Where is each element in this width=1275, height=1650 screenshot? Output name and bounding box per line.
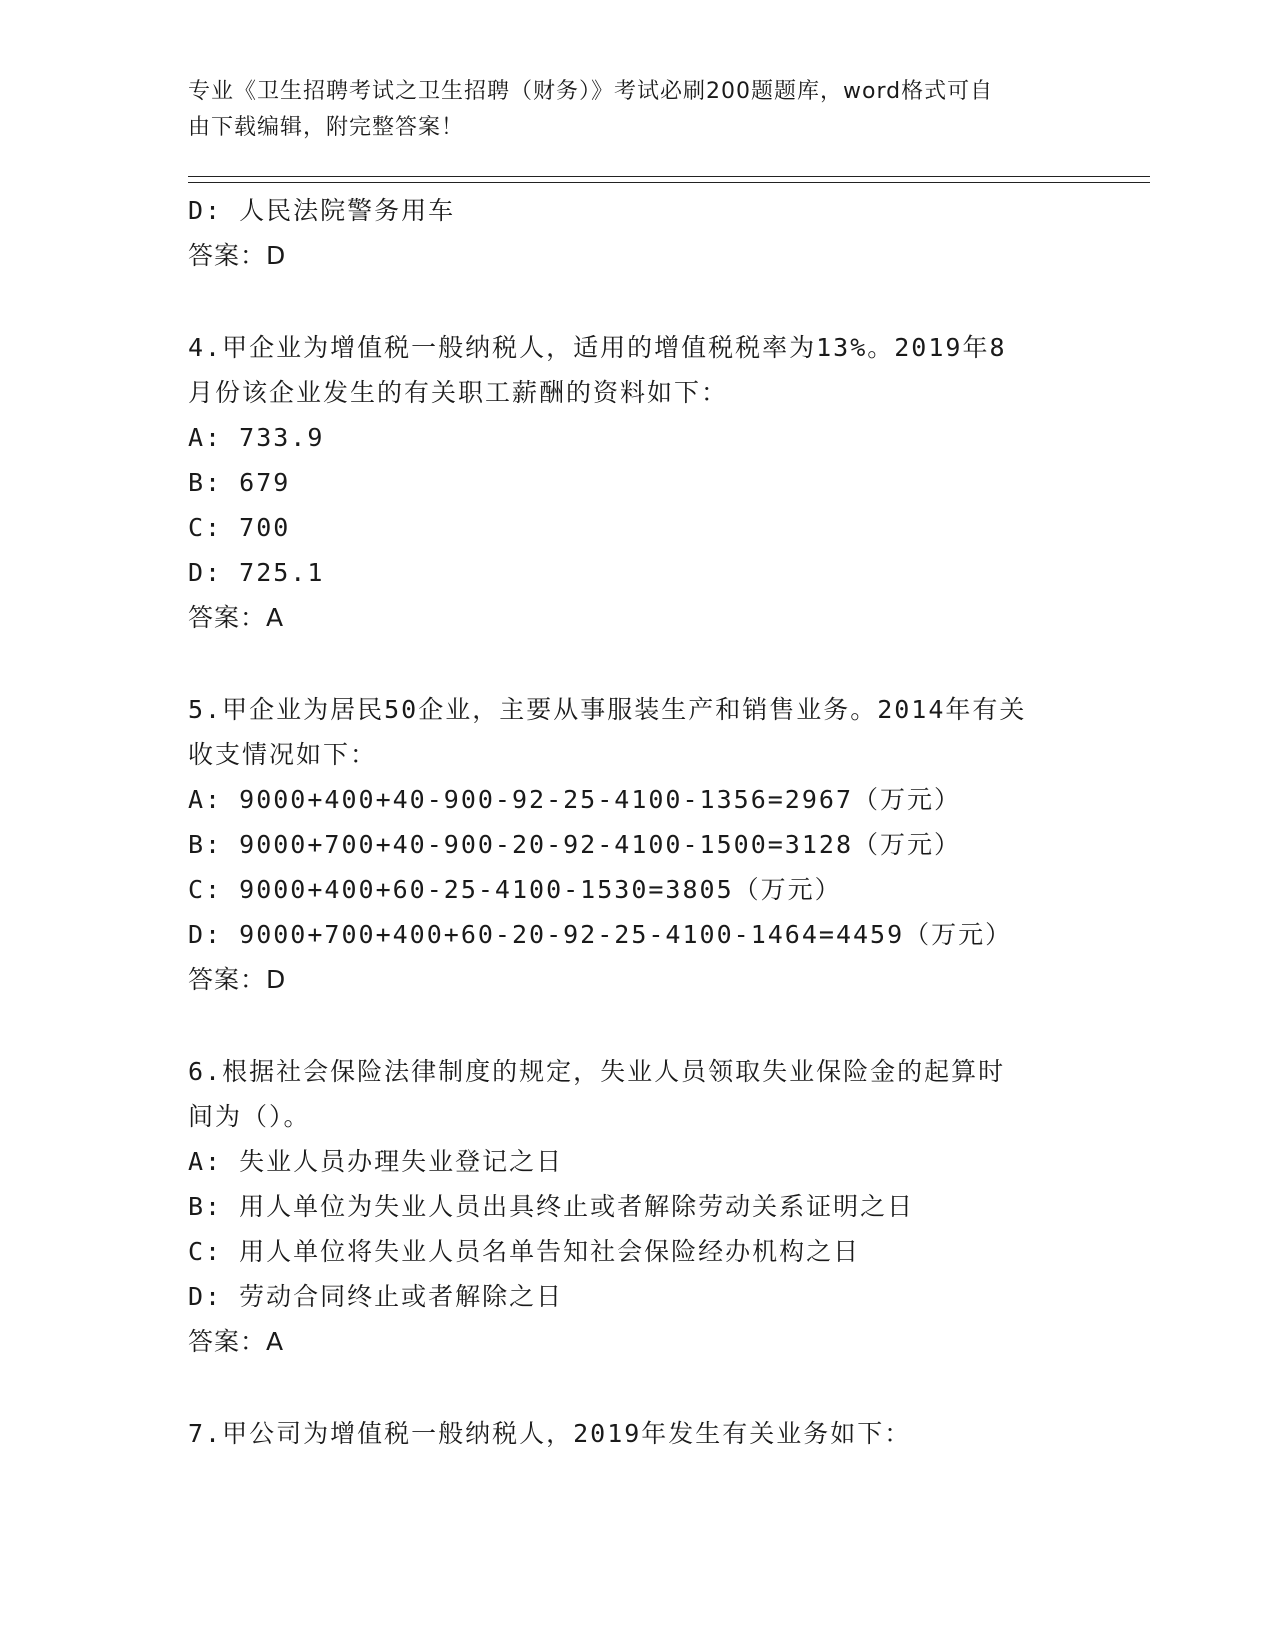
prev-option-d: D: 人民法院警务用车	[188, 196, 456, 225]
q4-stem-line-2: 月份该企业发生的有关职工薪酬的资料如下：	[188, 378, 729, 407]
q6-option-a: A: 失业人员办理失业登记之日	[188, 1147, 564, 1176]
q4-answer: 答案：A	[188, 603, 285, 632]
q6-answer: 答案：A	[188, 1327, 285, 1356]
q5-stem-line-1: 5.甲企业为居民50企业，主要从事服装生产和销售业务。2014年有关	[188, 695, 1027, 724]
q5-answer: 答案：D	[188, 965, 287, 994]
question-5	[188, 687, 1088, 1002]
q4-option-a: A: 733.9	[188, 423, 325, 452]
q4-option-c: C: 700	[188, 513, 291, 542]
header-rule-top	[188, 176, 1150, 177]
q6-stem-line-1: 6.根据社会保险法律制度的规定，失业人员领取失业保险金的起算时	[188, 1057, 1006, 1086]
q6-stem-line-2: 间为（）。	[188, 1102, 311, 1131]
question-content	[188, 188, 1088, 1456]
q5-option-b: B: 9000+700+40-900-20-92-4100-1500=3128（万元）	[188, 830, 961, 859]
document-header	[188, 74, 1068, 146]
q5-stem-line-2: 收支情况如下：	[188, 740, 378, 769]
header-rule-bottom	[188, 182, 1150, 183]
q6-option-c: C: 用人单位将失业人员名单告知社会保险经办机构之日	[188, 1237, 861, 1266]
q7-stem-line-1: 7.甲公司为增值税一般纳税人，2019年发生有关业务如下：	[188, 1419, 912, 1448]
q4-option-b: B: 679	[188, 468, 291, 497]
question-6	[188, 1049, 1088, 1364]
question-4	[188, 325, 1088, 640]
q4-option-d: D: 725.1	[188, 558, 325, 587]
q5-option-c: C: 9000+400+60-25-4100-1530=3805（万元）	[188, 875, 842, 904]
header-line-1: 专业《卫生招聘考试之卫生招聘（财务）》考试必刷200题题库，word格式可自	[188, 79, 994, 104]
prev-answer: 答案：D	[188, 241, 287, 270]
question-7	[188, 1411, 1088, 1456]
q6-option-b: B: 用人单位为失业人员出具终止或者解除劳动关系证明之日	[188, 1192, 915, 1221]
q6-option-d: D: 劳动合同终止或者解除之日	[188, 1282, 564, 1311]
q5-option-d: D: 9000+700+400+60-20-92-25-4100-1464=4459（万元）	[188, 920, 1013, 949]
q5-option-a: A: 9000+400+40-900-92-25-4100-1356=2967（万元）	[188, 785, 961, 814]
header-line-2: 由下载编辑，附完整答案！	[188, 115, 465, 140]
q4-stem-line-1: 4.甲企业为增值税一般纳税人，适用的增值税税率为13%。2019年8	[188, 333, 1007, 362]
